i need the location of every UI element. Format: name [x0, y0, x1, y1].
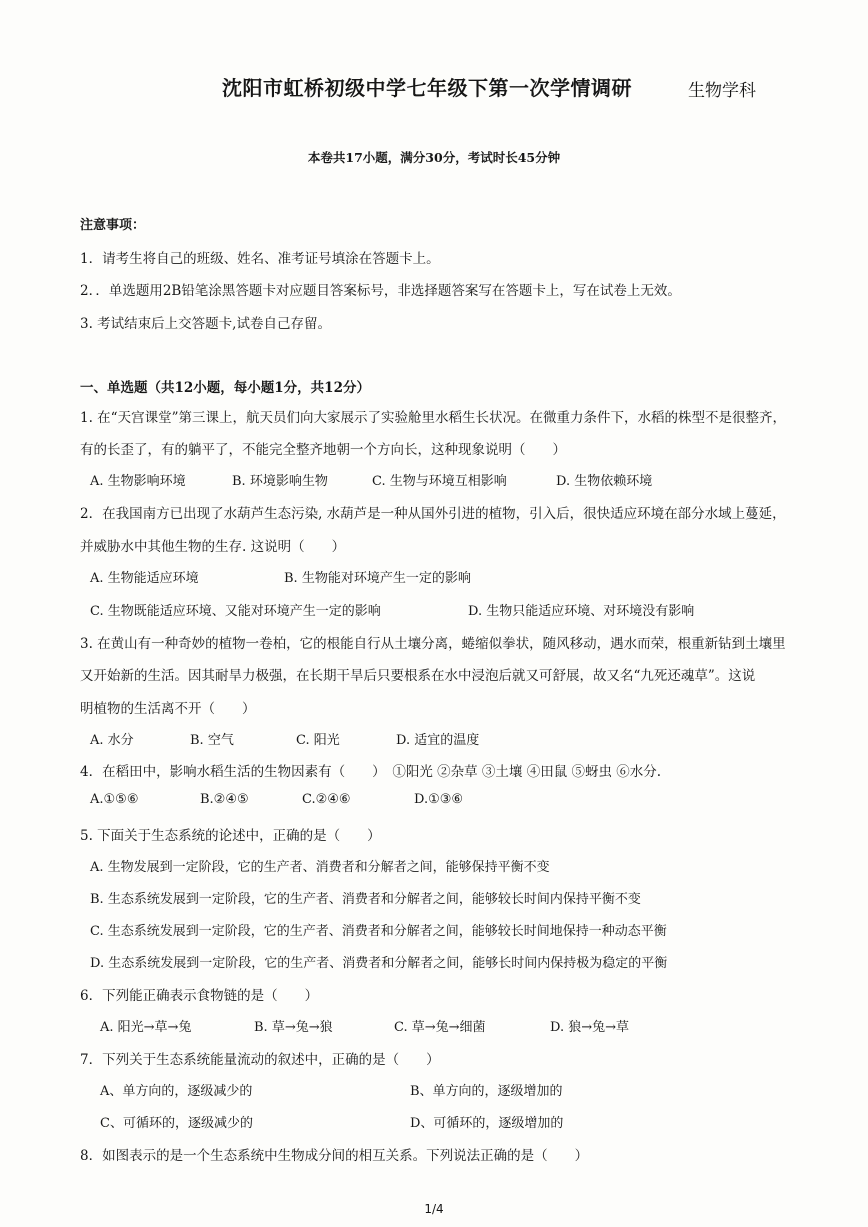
option-a: A.①⑤⑥ — [90, 792, 139, 807]
exam-info: 本卷共17小题，满分30分，考试时长45分钟 — [307, 150, 561, 165]
option-b: B. 空气 — [190, 733, 234, 748]
option-d: D、可循环的，逐级增加的 — [410, 1116, 564, 1131]
option-c: C. 生态系统发展到一定阶段，它的生产者、消费者和分解者之间，能够较长时间地保持一种动态平衡 — [90, 924, 667, 939]
option-c: C.②④⑥ — [302, 792, 351, 807]
option-d: D. 生物只能适应环境、对环境没有影响 — [468, 604, 695, 619]
notice-item: 1．请考生将自己的班级、姓名、准考证号填涂在答题卡上。 — [80, 251, 440, 267]
question-3-stem: 3. 在黄山有一种奇妙的植物一卷柏，它的根能自行从土壤分离，蜷缩似拳状，随风移动，遇水而荣，根重新钻到土壤里 — [80, 636, 786, 652]
option-d: D. 生态系统发展到一定阶段，它的生产者、消费者和分解者之间，能够长时间内保持极为稳定的平衡 — [90, 956, 668, 971]
question-1-stem: 1. 在“天宫课堂”第三课上，航天员们向大家展示了实验舱里水稻生长状况。在微重力条件下，水稻的株型不是很整齐， — [80, 410, 786, 426]
option-c: C. 草→兔→细菌 — [394, 1020, 486, 1035]
page-number: 1/4 — [424, 1202, 444, 1216]
option-b: B. 生物能对环境产生一定的影响 — [284, 571, 471, 586]
option-a: A. 阳光→草→兔 — [100, 1020, 192, 1035]
option-a: A. 生物发展到一定阶段，它的生产者、消费者和分解者之间，能够保持平衡不变 — [90, 860, 550, 875]
question-8-stem: 8．如图表示的是一个生态系统中生物成分间的相互关系。下列说法正确的是（ ） — [80, 1148, 589, 1164]
exam-title: 沈阳市虹桥初级中学七年级下第一次学情调研 — [222, 76, 632, 100]
question-3-stem: 明植物的生活离不开（ ） — [80, 701, 256, 717]
question-2-stem: 并威胁水中其他生物的生存. 这说明（ ） — [80, 539, 346, 555]
question-5-stem: 5. 下面关于生态系统的论述中，正确的是（ ） — [80, 828, 381, 844]
option-a: A. 生物能适应环境 — [90, 571, 199, 586]
option-b: B、单方向的，逐级增加的 — [410, 1084, 563, 1099]
subject-label: 生物学科 — [688, 81, 756, 101]
option-b: B. 生态系统发展到一定阶段，它的生产者、消费者和分解者之间，能够较长时间内保持平衡不变 — [90, 892, 641, 907]
section-heading: 一、单选题（共12小题，每小题1分，共12分） — [80, 380, 370, 396]
option-c: C. 生物既能适应环境、又能对环境产生一定的影响 — [90, 604, 381, 619]
option-d: D. 生物依赖环境 — [556, 474, 653, 489]
question-6-stem: 6．下列能正确表示食物链的是（ ） — [80, 988, 319, 1004]
option-a: A. 水分 — [90, 733, 134, 748]
option-d: D.①③⑥ — [414, 792, 464, 807]
question-1-stem: 有的长歪了，有的躺平了，不能完全整齐地朝一个方向长，这种现象说明（ ） — [80, 442, 566, 458]
option-c: C. 生物与环境互相影响 — [372, 474, 507, 489]
question-4-stem: 4．在稻田中，影响水稻生活的生物因素有（ ） ①阳光 ②杂草 ③土壤 ④田鼠 ⑤蚜虫 ⑥水分. — [80, 764, 662, 780]
question-2-stem: 2．在我国南方已出现了水葫芦生态污染, 水葫芦是一种从国外引进的植物，引入后，很快适应环境在部分水域上蔓延， — [80, 506, 786, 522]
notice-item: 2．．单选题用2B铅笔涂黑答题卡对应题目答案标号，非选择题答案写在答题卡上，写在试卷上无效。 — [80, 283, 681, 299]
option-d: D. 狼→兔→草 — [550, 1020, 630, 1035]
notice-item: 3. 考试结束后上交答题卡,试卷自己存留。 — [80, 316, 331, 332]
option-b: B. 草→兔→狼 — [254, 1020, 333, 1035]
option-c: C、可循环的，逐级减少的 — [100, 1116, 253, 1131]
question-3-stem: 又开始新的生活。因其耐旱力极强，在长期干旱后只要根系在水中浸泡后就又可舒展，故又名“九死还魂草”。这说 — [80, 668, 756, 684]
option-a: A. 生物影响环境 — [90, 474, 186, 489]
option-b: B. 环境影响生物 — [232, 474, 328, 489]
option-c: C. 阳光 — [296, 733, 340, 748]
notice-heading: 注意事项： — [80, 218, 146, 233]
option-d: D. 适宜的温度 — [396, 733, 480, 748]
option-a: A、单方向的，逐级减少的 — [100, 1084, 253, 1099]
question-7-stem: 7．下列关于生态系统能量流动的叙述中，正确的是（ ） — [80, 1052, 440, 1068]
option-b: B.②④⑤ — [200, 792, 249, 807]
